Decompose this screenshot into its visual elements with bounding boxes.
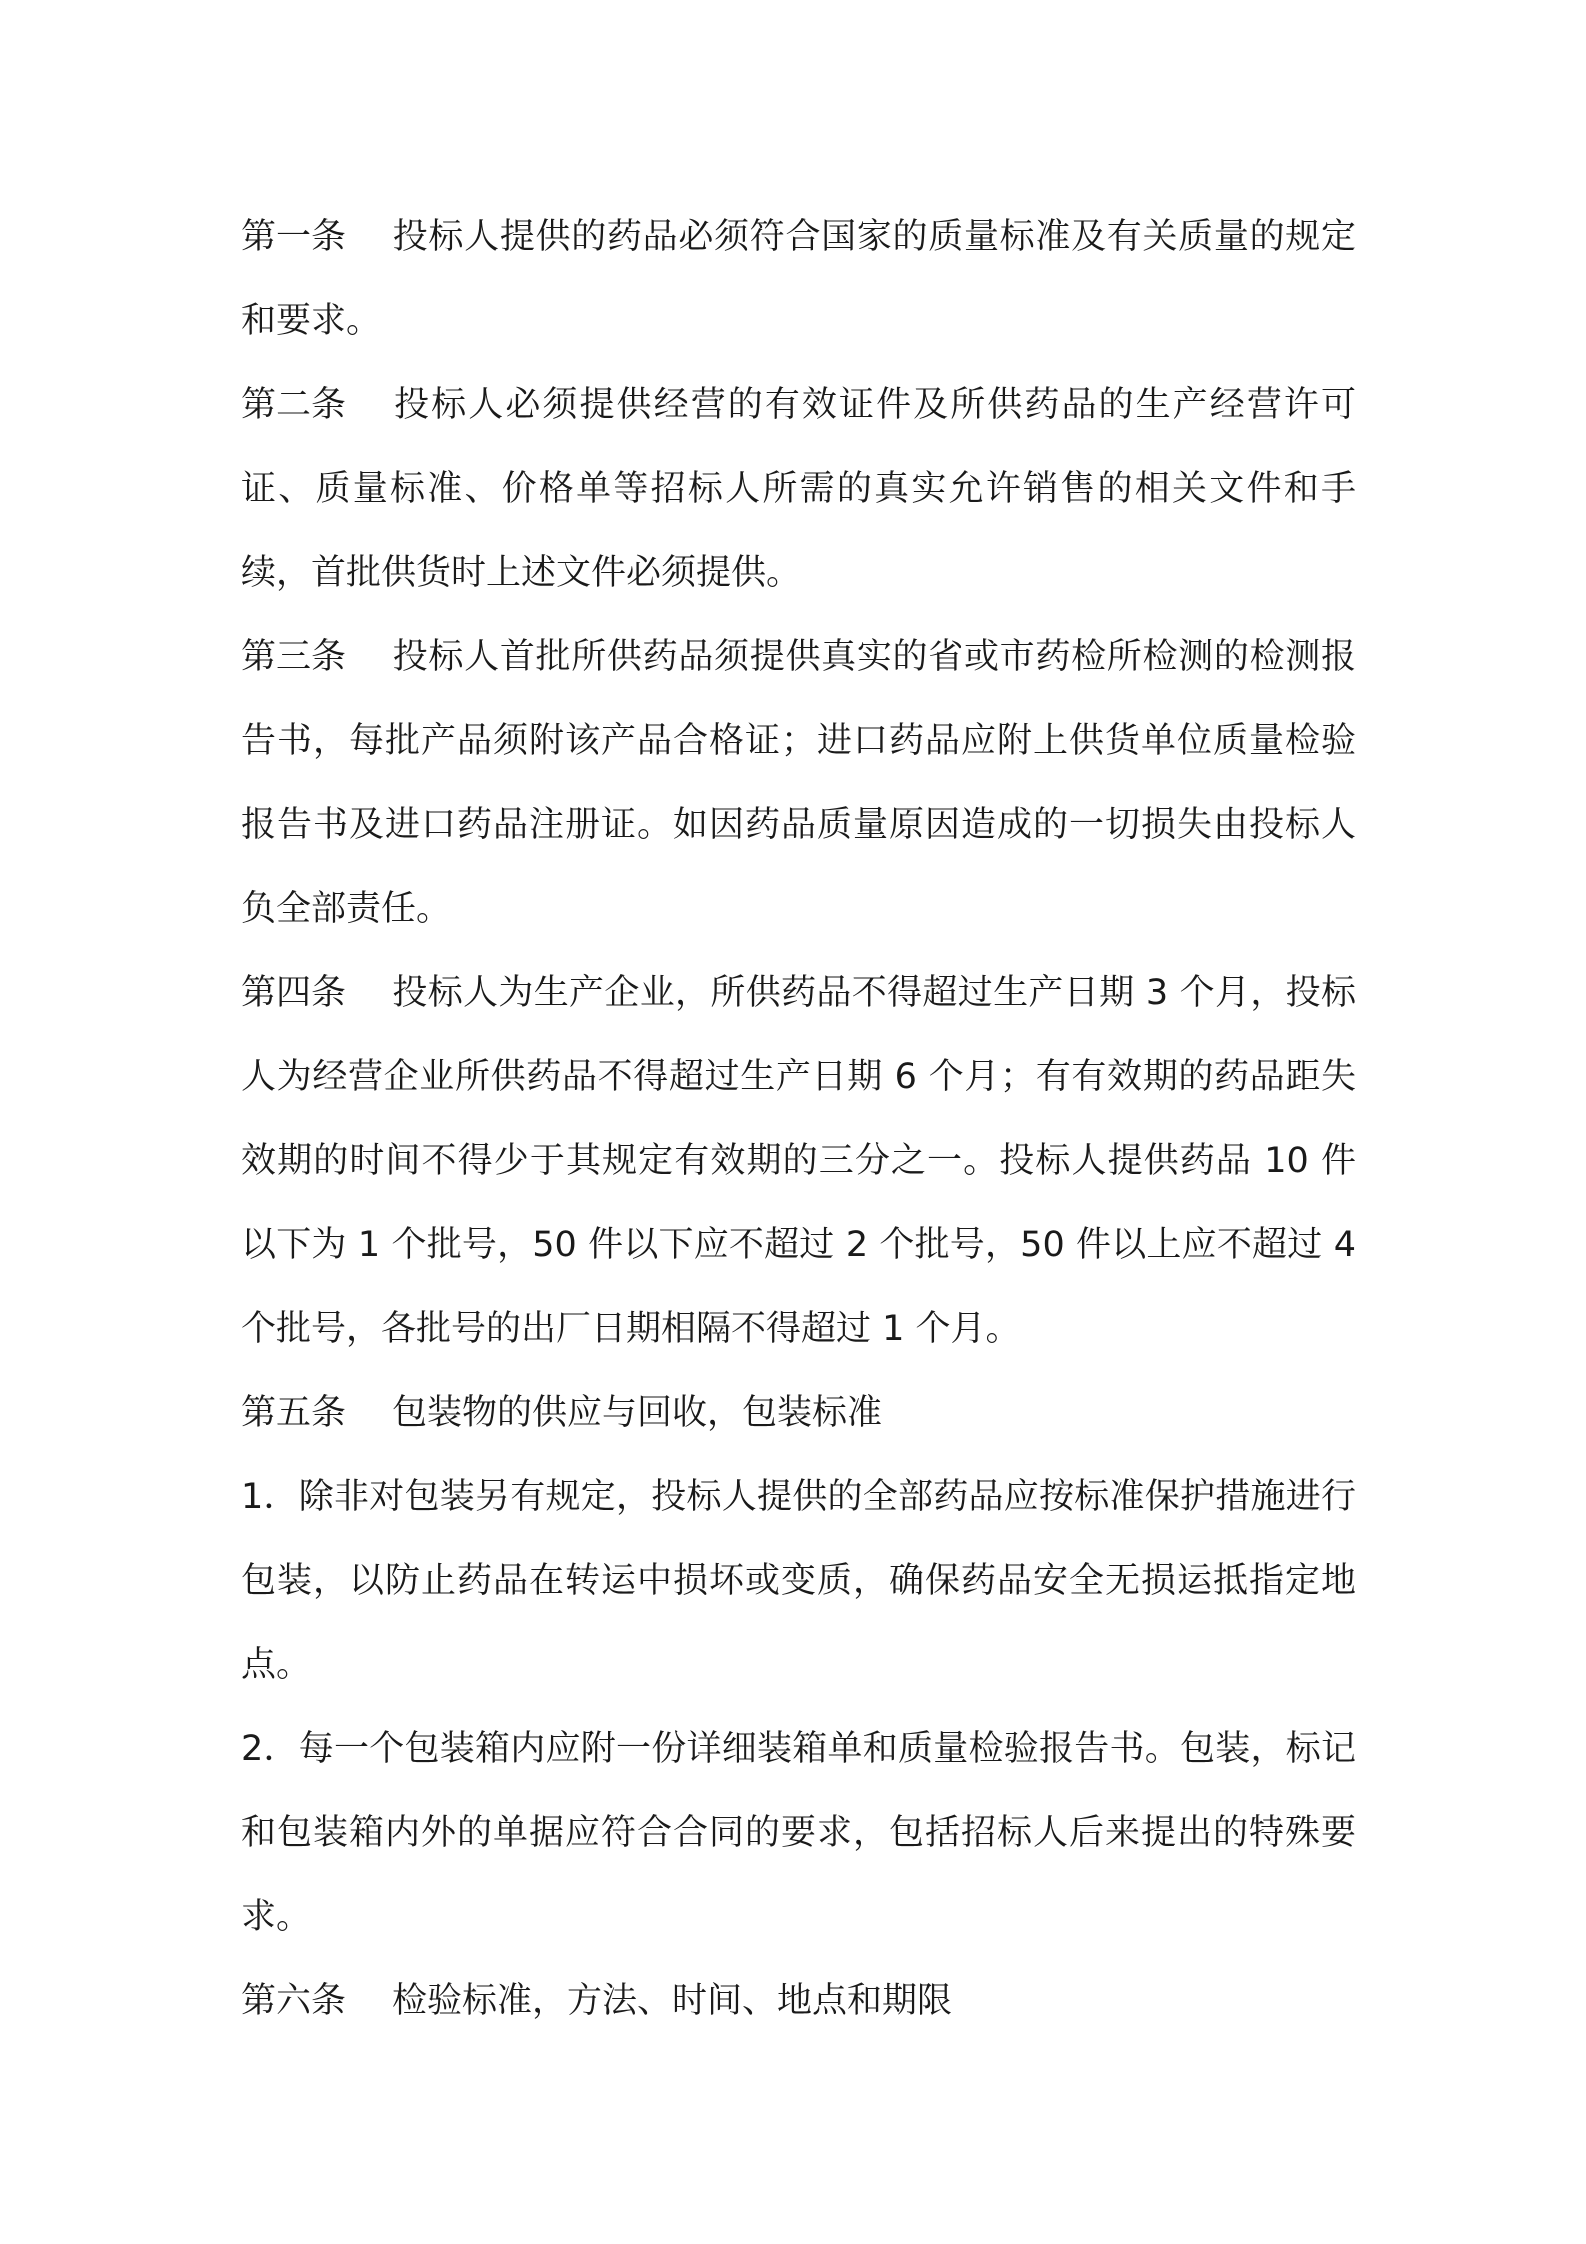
- article-5: [241, 1371, 1356, 1455]
- document-body: [241, 195, 1356, 2043]
- article-4: [241, 951, 1356, 1371]
- article-text: 投标人首批所供药品须提供真实的省或市药检所检测的检测报告书，每批产品须附该产品合格证；进口药品应附上供货单位质量检验报告书及进口药品注册证。如因药品质量原因造成的一切损失由投标人负全部责任。: [241, 637, 1356, 929]
- article-1: [241, 195, 1356, 363]
- article-label: 第二条: [241, 385, 347, 425]
- article-text: 包装物的供应与回收，包装标准: [392, 1393, 883, 1433]
- article-text: 投标人为生产企业，所供药品不得超过生产日期 3 个月，投标人为经营企业所供药品不得超过生产日期 6 个月；有有效期的药品距失效期的时间不得少于其规定有效期的三分之一。投标人提供药品 10 件以下为 1 个批号，50 件以下应不超过 2 个批号，50 件以上应不超过 4 个批号，各批号的出厂日期相隔不得超过 1 个月。: [241, 973, 1356, 1349]
- article-5-item-1: [241, 1455, 1356, 1707]
- article-label: 第四条: [241, 973, 347, 1013]
- article-label: 第六条: [241, 1981, 347, 2021]
- item-text: 1．除非对包装另有规定，投标人提供的全部药品应按标准保护措施进行包装，以防止药品在转运中损坏或变质，确保药品安全无损运抵指定地点。: [241, 1477, 1356, 1685]
- article-label: 第三条: [241, 637, 347, 677]
- article-text: 检验标准，方法、时间、地点和期限: [392, 1981, 953, 2021]
- article-label: 第五条: [241, 1393, 347, 1433]
- item-text: 2．每一个包装箱内应附一份详细装箱单和质量检验报告书。包装，标记和包装箱内外的单据应符合合同的要求，包括招标人后来提出的特殊要求。: [241, 1729, 1356, 1937]
- article-3: [241, 615, 1356, 951]
- article-text: 投标人必须提供经营的有效证件及所供药品的生产经营许可证、质量标准、价格单等招标人所需的真实允许销售的相关文件和手续，首批供货时上述文件必须提供。: [241, 385, 1356, 593]
- article-text: 投标人提供的药品必须符合国家的质量标准及有关质量的规定和要求。: [241, 217, 1356, 341]
- article-2: [241, 363, 1356, 615]
- article-5-item-2: [241, 1707, 1356, 1959]
- article-6: [241, 1959, 1356, 2043]
- article-label: 第一条: [241, 217, 347, 257]
